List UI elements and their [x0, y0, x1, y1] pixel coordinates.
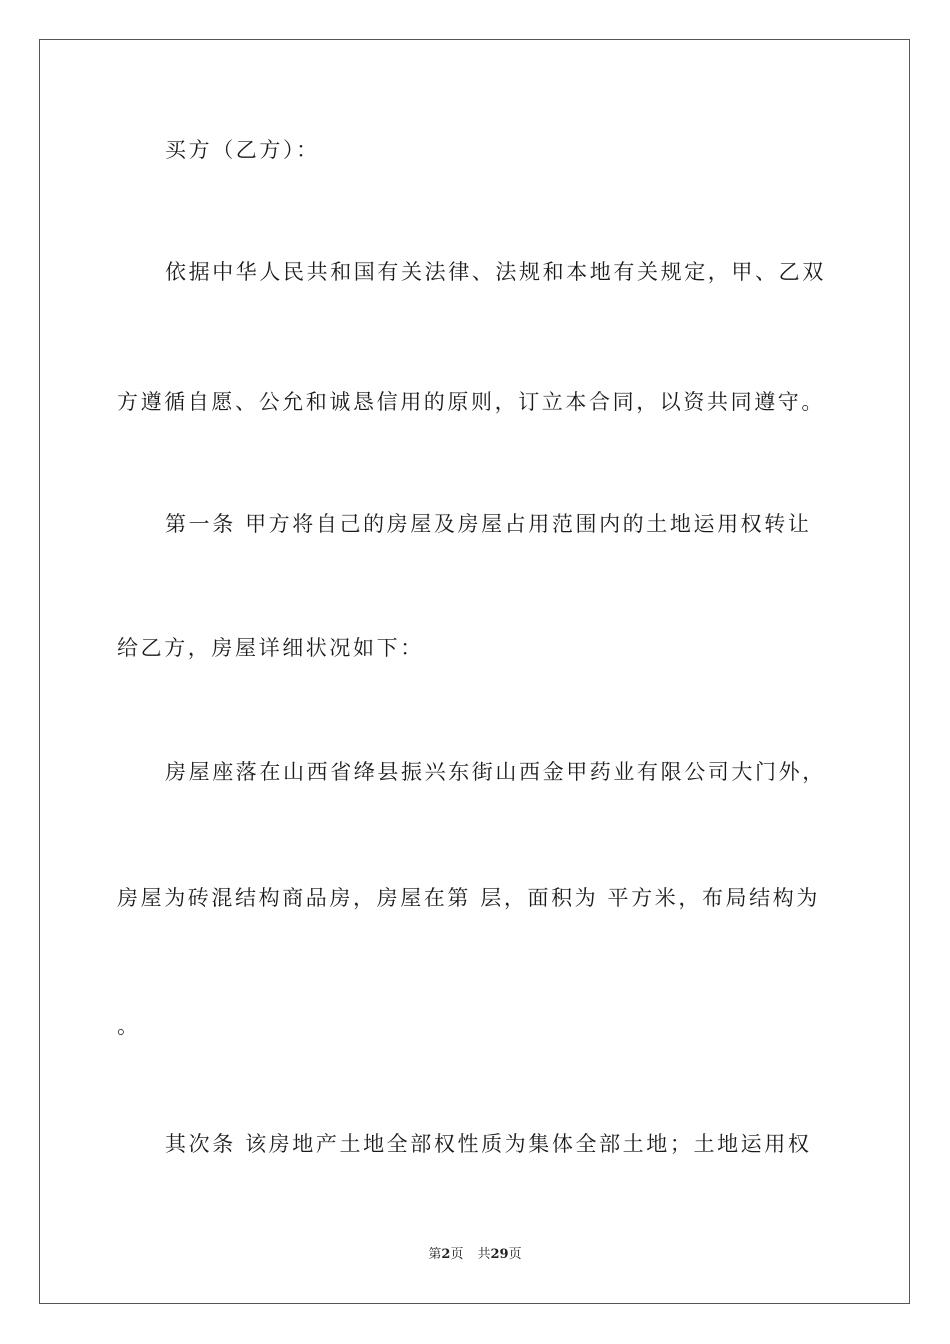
- page-frame: [39, 39, 910, 1304]
- footer-total-suffix: 页: [508, 1247, 522, 1262]
- text-line-principle: 方遵循自愿、公允和诚恳信用的原则，订立本合同，以资共同遵守。: [117, 390, 825, 414]
- page-footer: [0, 1246, 950, 1264]
- footer-page-suffix: 页: [450, 1247, 464, 1262]
- text-line-article-1: 第一条 甲方将自己的房屋及房屋占用范围内的土地运用权转让: [165, 512, 812, 536]
- text-line-basis: 依据中华人民共和国有关法律、法规和本地有关规定，甲、乙双: [165, 260, 826, 284]
- text-line-location: 房屋座落在山西省绛县振兴东街山西金甲药业有限公司大门外，: [165, 760, 826, 784]
- text-line-buyer: 买方（乙方）：: [165, 138, 320, 162]
- text-line-article-2: 其次条 该房地产土地全部权性质为集体全部土地；土地运用权: [165, 1132, 812, 1156]
- footer-page-prefix: 第: [428, 1247, 442, 1262]
- text-line-structure: 房屋为砖混结构商品房，房屋在第 层，面积为 平方米，布局结构为: [117, 886, 820, 910]
- footer-total-pages: 29: [490, 1247, 509, 1262]
- text-line-article-1-cont: 给乙方，房屋详细状况如下：: [117, 636, 424, 660]
- text-line-period: 。: [117, 1014, 141, 1038]
- footer-total-prefix: 共: [477, 1247, 491, 1262]
- footer-page-number: 2: [441, 1247, 451, 1262]
